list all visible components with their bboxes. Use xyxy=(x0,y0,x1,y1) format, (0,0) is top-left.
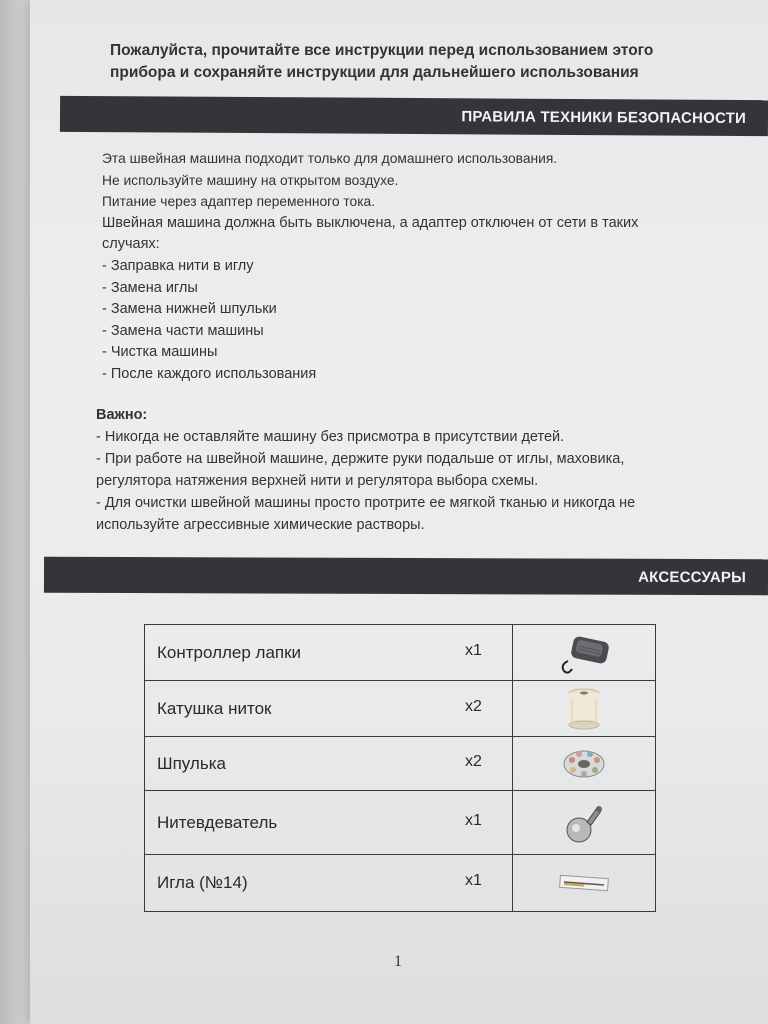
adjacent-page-edge xyxy=(0,0,30,1024)
safety-line: Швейная машина должна быть выключена, а адаптер отключен от сети в таких xyxy=(102,214,639,231)
accessory-qty: x1 xyxy=(465,872,482,890)
safety-line: Не используйте машину на открытом воздухе. xyxy=(102,172,399,188)
page-number: 1 xyxy=(394,953,402,970)
accessory-image-cell xyxy=(513,681,655,737)
needle-threader-icon xyxy=(559,798,609,848)
accessory-qty: x1 xyxy=(465,811,482,829)
intro-line: Пожалуйста, прочитайте все инструкции перед использованием этого xyxy=(110,42,654,59)
safety-line: - Замена части машины xyxy=(102,322,264,339)
important-heading: Важно: xyxy=(96,407,148,423)
intro-line: прибора и сохраняйте инструкции для дальнейшего использования xyxy=(110,64,639,81)
accessories-table xyxy=(144,624,656,912)
safety-line: - После каждого использования xyxy=(102,365,317,382)
important-notes xyxy=(96,404,746,536)
accessory-image-cell xyxy=(513,855,655,911)
safety-line: - Заправка нити в иглу xyxy=(102,257,254,274)
accessory-name: Контроллер лапки xyxy=(157,642,302,662)
safety-line: - Замена нижней шпульки xyxy=(102,301,277,318)
accessory-qty: x2 xyxy=(465,752,482,770)
accessory-name: Шпулька xyxy=(157,753,226,773)
intro-note xyxy=(110,40,730,84)
needle-icon xyxy=(554,868,614,898)
thread-spool-icon xyxy=(560,685,608,733)
accessory-row xyxy=(145,625,513,681)
accessory-qty: x2 xyxy=(465,697,482,715)
safety-line: случаях: xyxy=(102,236,160,253)
safety-section-header xyxy=(60,96,768,136)
accessory-qty: x1 xyxy=(465,641,482,659)
safety-heading: ПРАВИЛА ТЕХНИКИ БЕЗОПАСНОСТИ xyxy=(461,107,747,127)
safety-line: - Замена иглы xyxy=(102,279,198,296)
bobbin-icon xyxy=(559,742,609,786)
important-line: - Для очистки швейной машины просто протрите ее мягкой тканью и никогда не xyxy=(96,495,636,511)
accessory-row xyxy=(145,855,513,911)
important-line: - При работе на швейной машине, держите руки подальше от иглы, маховика, xyxy=(96,451,625,467)
safety-line: - Чистка машины xyxy=(102,344,218,361)
accessory-name: Катушка ниток xyxy=(157,698,272,718)
safety-line: Питание через адаптер переменного тока. xyxy=(102,194,376,210)
safety-line: Эта швейная машина подходит только для домашнего использования. xyxy=(102,151,558,166)
accessory-row xyxy=(145,737,513,791)
accessory-image-cell xyxy=(513,737,655,791)
accessory-image-cell xyxy=(513,791,655,855)
accessories-heading: АКСЕССУАРЫ xyxy=(638,568,747,586)
foot-controller-icon xyxy=(554,631,614,675)
accessories-section-header xyxy=(44,557,768,596)
accessory-image-cell xyxy=(513,625,655,681)
accessory-name: Нитевдеватель xyxy=(157,812,278,832)
accessory-row xyxy=(145,791,513,855)
important-line: регулятора натяжения верхней нити и регулятора выбора схемы. xyxy=(96,473,539,489)
accessory-row xyxy=(145,681,513,737)
safety-instructions xyxy=(102,148,742,386)
important-line: - Никогда не оставляйте машину без присмотра в присутствии детей. xyxy=(96,429,565,445)
accessory-name: Игла (№14) xyxy=(157,873,248,892)
important-line: используйте агрессивные химические растворы. xyxy=(96,517,425,533)
